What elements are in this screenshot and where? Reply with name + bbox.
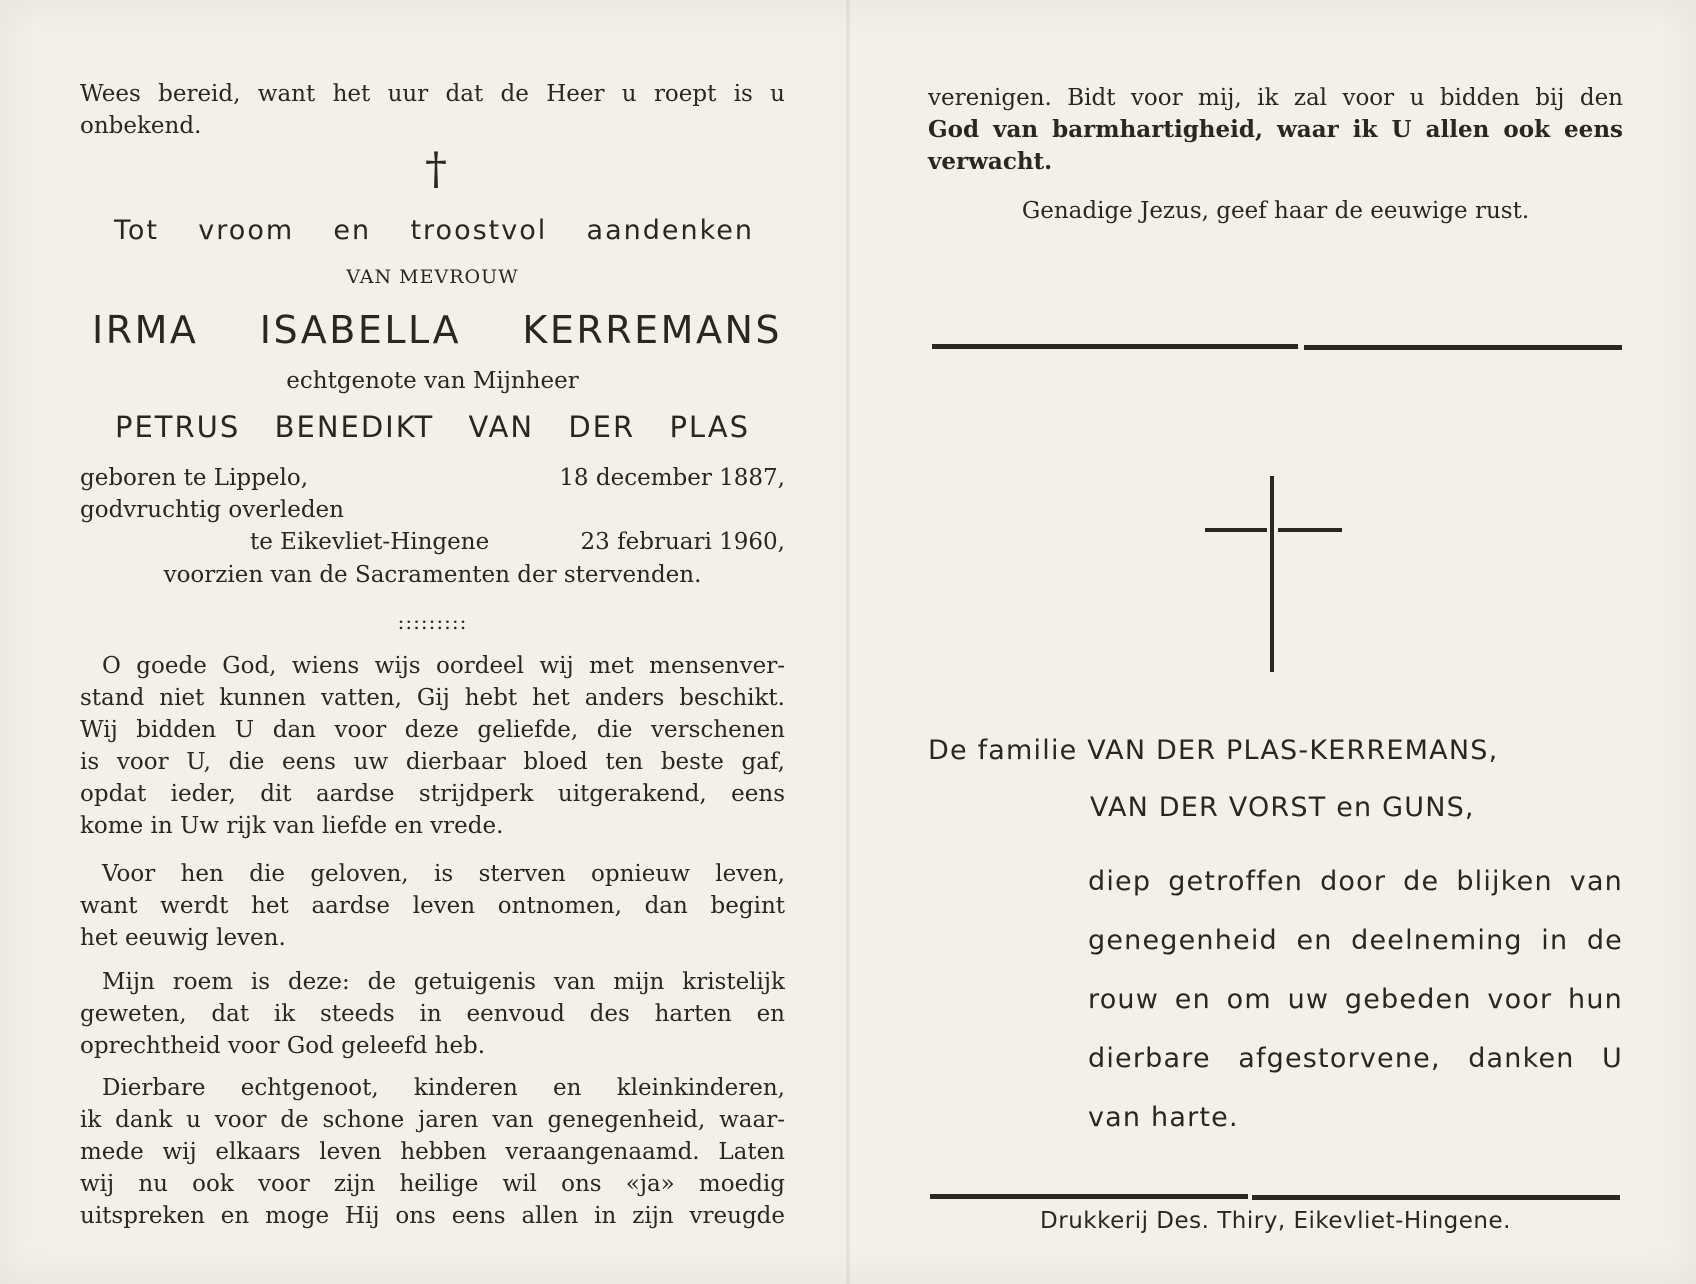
thanks-line: dierbare afgestorvene, danken U xyxy=(1088,1043,1623,1074)
prayer-line: Mijn roem is deze: de getuigenis van mijn kristelijk xyxy=(102,969,785,995)
prayer-paragraph-3 xyxy=(80,966,785,1062)
prayer-paragraph-1 xyxy=(80,650,785,842)
dedication-heading: Tot vroom en troostvol aandenken xyxy=(114,215,754,246)
cross-icon: † xyxy=(425,144,447,195)
intro-line-1: Wees bereid, want het uur dat de Heer u roept is u xyxy=(80,81,785,107)
prayer-continuation xyxy=(928,82,1623,178)
prayer-line: oprechtheid voor God geleefd heb. xyxy=(80,1033,486,1059)
death-intro: godvruchtig overleden xyxy=(80,497,344,523)
right-page xyxy=(928,0,1623,1284)
spouse-name: PETRUS BENEDIKT VAN DER PLAS xyxy=(115,410,750,444)
prayer-line: mede wij elkaars leven hebben veraangenaamd. Laten xyxy=(80,1139,785,1165)
continuation-line: God van barmhartigheid, waar ik U allen ook eens xyxy=(928,116,1623,143)
large-cross-arm-left xyxy=(1205,528,1267,532)
prayer-line: wij nu ook voor zijn heilige wil ons «ja» moedig xyxy=(80,1171,785,1197)
divider-rule-bottom-right xyxy=(1252,1195,1620,1200)
prayer-line: O goede God, wiens wijs oordeel wij met mensenver- xyxy=(102,653,785,679)
large-cross-arm-right xyxy=(1278,528,1342,532)
life-dates xyxy=(80,462,785,558)
thanks-line: van harte. xyxy=(1088,1102,1239,1133)
family-line-1: De familie VAN DER PLAS-KERREMANS, xyxy=(928,735,1499,766)
birth-place: geboren te Lippelo, xyxy=(80,465,309,491)
thanks-text xyxy=(1088,852,1623,1147)
sacraments-line: voorzien van de Sacramenten der stervenden. xyxy=(163,562,702,588)
prayer-paragraph-4 xyxy=(80,1072,785,1232)
prayer-line: ik dank u voor de schone jaren van genegenheid, waar- xyxy=(80,1107,785,1133)
prayer-line: Dierbare echtgenoot, kinderen en kleinkinderen, xyxy=(102,1075,785,1101)
death-date: 23 februari 1960, xyxy=(580,529,785,555)
divider-rule-bottom-left xyxy=(930,1194,1248,1199)
prayer-line: kome in Uw rijk van liefde en vrede. xyxy=(80,813,504,839)
deceased-name: IRMA ISABELLA KERREMANS xyxy=(92,308,782,352)
birth-date: 18 december 1887, xyxy=(559,465,785,491)
separator-dots: ::::::::: xyxy=(397,610,468,634)
divider-rule-top-left xyxy=(932,344,1298,349)
continuation-line: verwacht. xyxy=(928,148,1053,175)
continuation-line: verenigen. Bidt voor mij, ik zal voor u bidden bij den xyxy=(928,85,1623,111)
intro-line-2: onbekend. xyxy=(80,113,202,139)
family-line-2: VAN DER VORST en GUNS, xyxy=(1090,792,1475,823)
prayer-line: want werdt het aardse leven ontnomen, dan begint xyxy=(80,893,785,919)
intro-verse xyxy=(80,78,785,142)
prayer-line: Wij bidden U dan voor deze geliefde, die verschenen xyxy=(80,717,785,743)
card-fold xyxy=(846,0,850,1284)
prayer-line: het eeuwig leven. xyxy=(80,925,286,951)
prayer-line: geweten, dat ik steeds in eenvoud des harten en xyxy=(80,1001,785,1027)
prayer-line: stand niet kunnen vatten, Gij hebt het anders beschikt. xyxy=(80,685,785,711)
prayer-line: uitspreken en moge Hij ons eens allen in zijn vreugde xyxy=(80,1203,785,1229)
closing-prayer: Genadige Jezus, geef haar de eeuwige rust. xyxy=(1021,198,1530,224)
prayer-line: opdat ieder, dit aardse strijdperk uitgerakend, eens xyxy=(80,781,785,807)
prayer-line: is voor U, die eens uw dierbaar bloed ten beste gaf, xyxy=(80,749,785,775)
large-cross-icon xyxy=(1270,476,1274,672)
divider-rule-top-right xyxy=(1304,345,1622,350)
death-place: te Eikevliet-Hingene xyxy=(250,529,490,555)
prayer-line: Voor hen die geloven, is sterven opnieuw leven, xyxy=(102,861,785,887)
title-prefix: VAN MEVROUW xyxy=(346,266,519,288)
thanks-line: rouw en om uw gebeden voor hun xyxy=(1088,984,1623,1015)
thanks-line: diep getroffen door de blijken van xyxy=(1088,866,1623,897)
printer-credit: Drukkerij Des. Thiry, Eikevliet-Hingene. xyxy=(1040,1208,1511,1234)
thanks-line: genegenheid en deelneming in de xyxy=(1088,925,1623,956)
left-page xyxy=(80,0,785,1284)
spouse-intro: echtgenote van Mijnheer xyxy=(286,368,579,394)
prayer-paragraph-2 xyxy=(80,858,785,954)
